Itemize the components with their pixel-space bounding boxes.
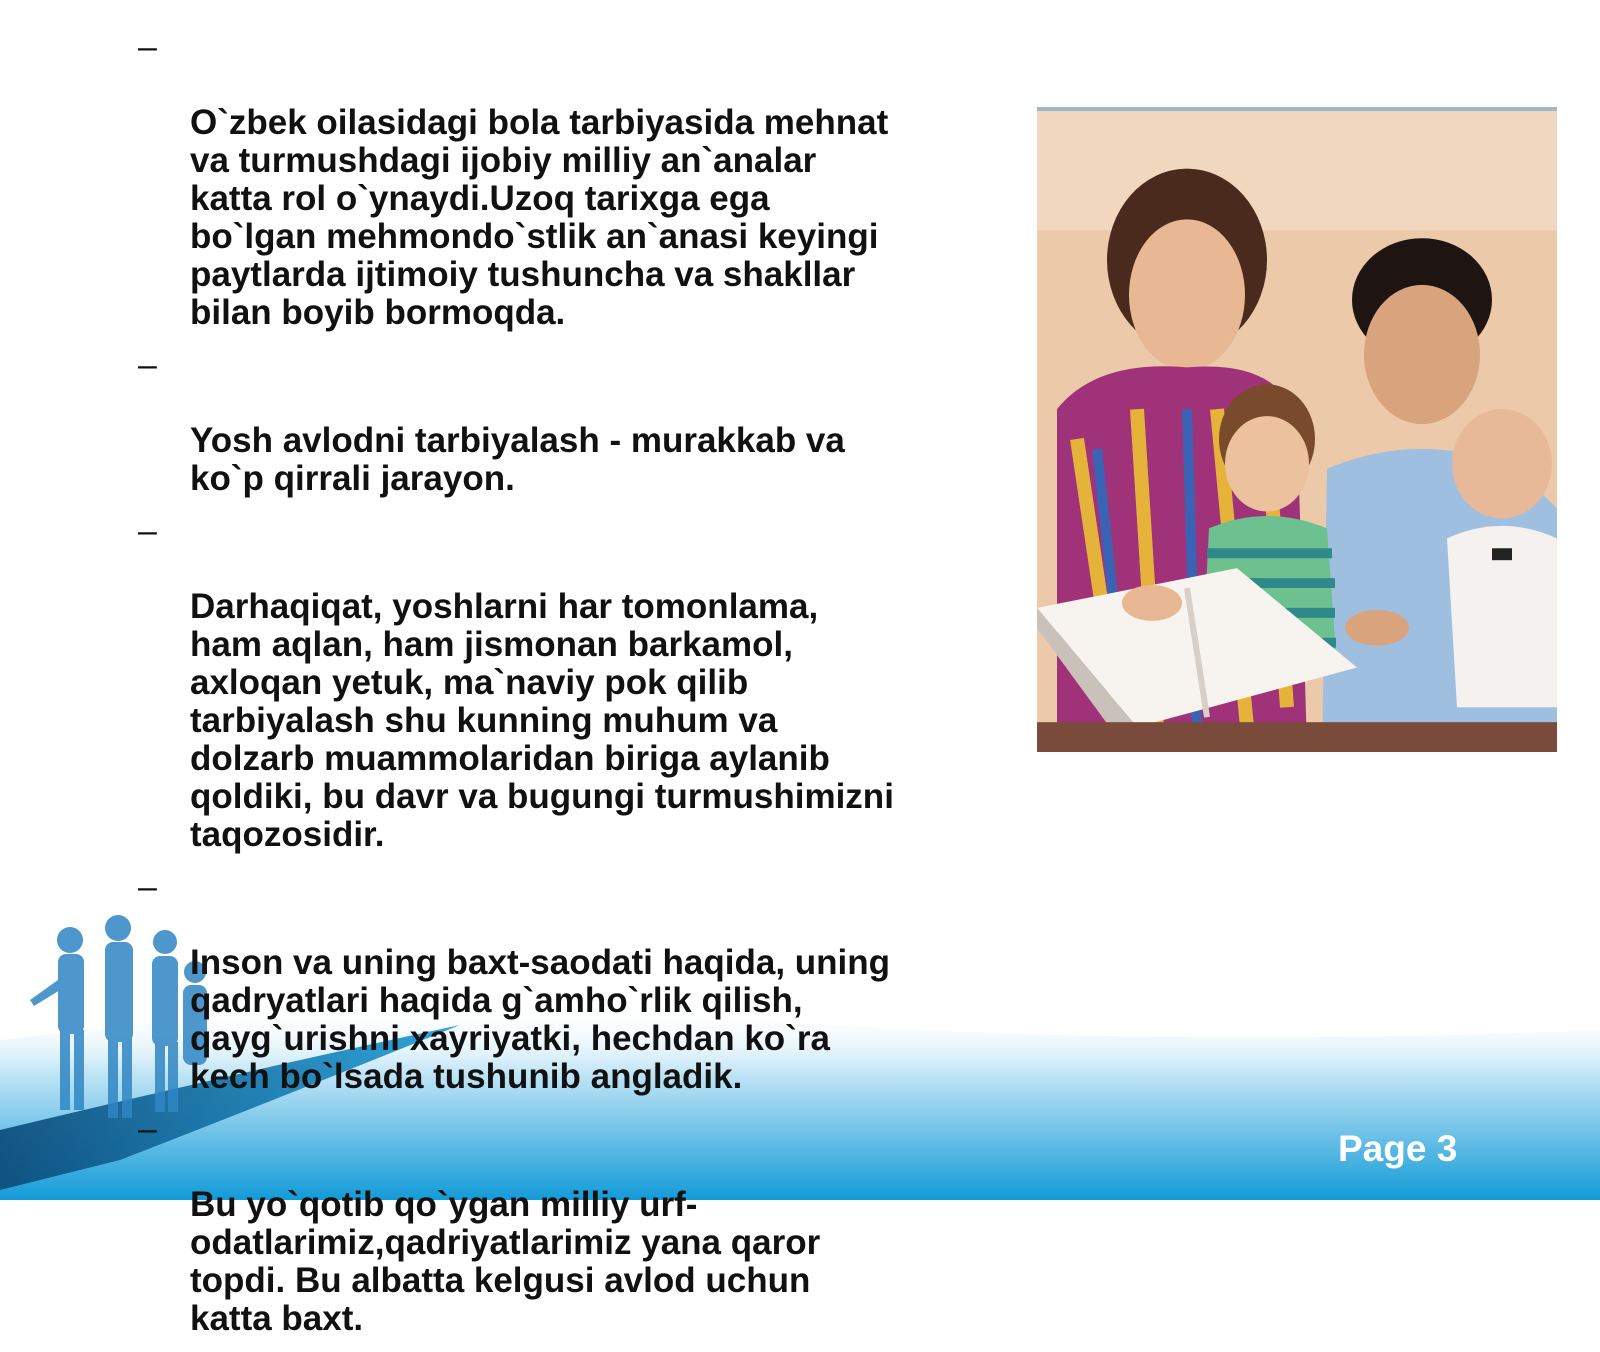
bullet-text: O`zbek oilasidagi bola tarbiyasida mehnat va turmushdagi ijobiy milliy an`analar katta rol o`ynaydi.Uzoq tarixga ega bo`lgan mehmondo`stlik an`anasi keyingi paytlarda ijtimoiy tushuncha va shakllar bilan boyib bormoqda. [190, 103, 889, 332]
bullet-dash: – [138, 346, 157, 384]
bullet-text: Darhaqiqat, yoshlarni har tomonlama, ham aqlan, ham jismonan barkamol, axloqan yetuk, ma`naviy pok qilib tarbiyalash shu kunning muhum va dolzarb muammolaridan biriga aylanib qoldiki, bu davr va bugungi turmushimizni taqozosidir. [190, 587, 894, 854]
family-photo [1037, 107, 1557, 752]
bullet-item [138, 512, 1008, 854]
bullet-item [138, 28, 1008, 332]
bullet-dash: – [138, 868, 157, 906]
bullet-text: Inson va uning baxt-saodati haqida, uning qadryatlari haqida g`amho`rlik qilish, qayg`urishni xayriyatki, hechdan ko`ra kech bo`lsada tushunib angladik. [190, 943, 891, 1096]
bullet-dash: – [138, 512, 157, 550]
bullet-list [138, 28, 1008, 1352]
bullet-text: Yosh avlodni tarbiyalash - murakkab va ko`p qirrali jarayon. [190, 421, 845, 498]
bullet-item [138, 1110, 1008, 1338]
bullet-dash: – [138, 28, 157, 66]
bullet-text: Bu yo`qotib qo`ygan milliy urf- odatlarimiz,qadriyatlarimiz yana qaror topdi. Bu albatta kelgusi avlod uchun katta baxt. [190, 1185, 821, 1338]
bullet-dash: – [138, 1110, 157, 1148]
bullet-item [138, 346, 1008, 498]
page-number: Page 3 [1338, 1128, 1458, 1169]
family-reading-illustration [1037, 111, 1557, 752]
bullet-item [138, 868, 1008, 1096]
